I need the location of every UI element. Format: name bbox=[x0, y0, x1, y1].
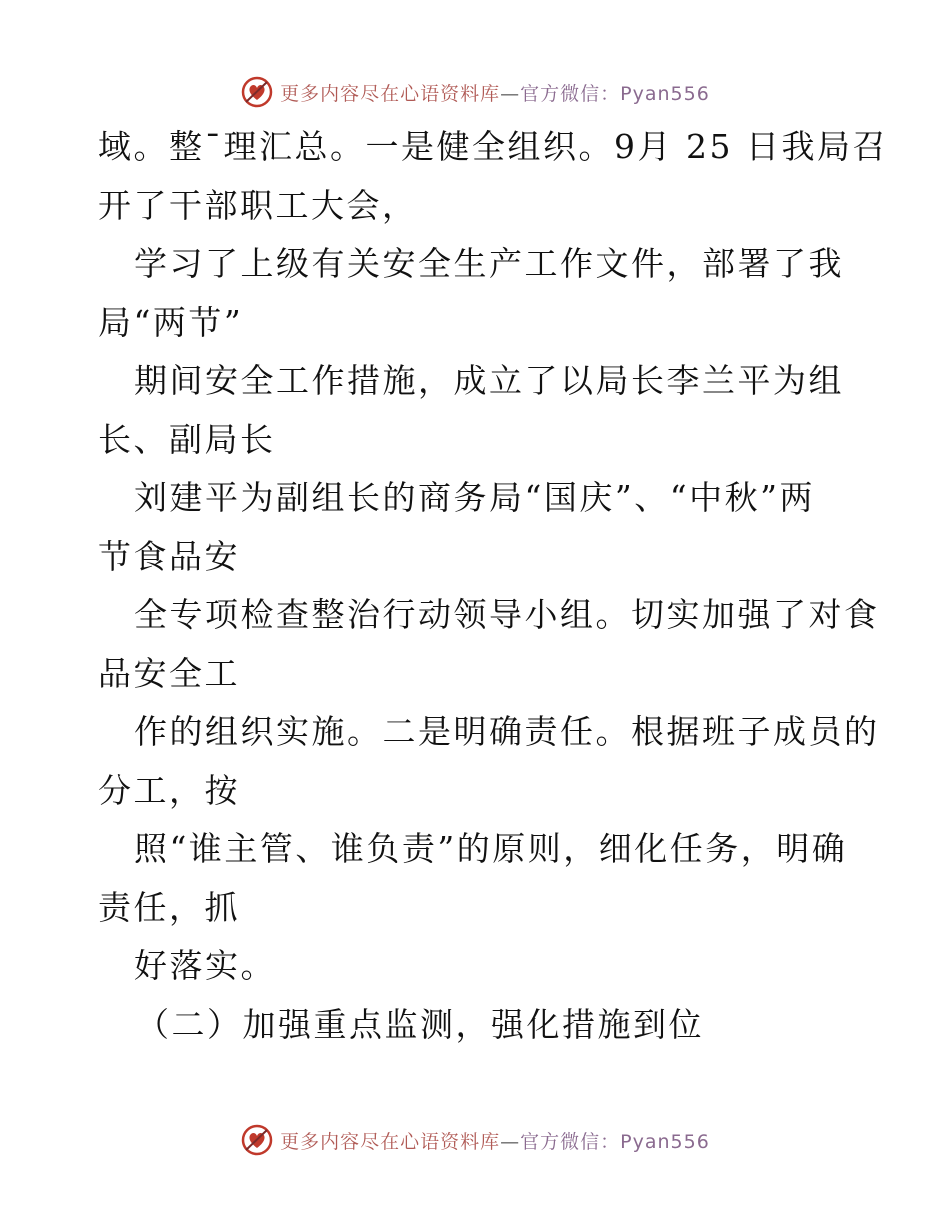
watermark-separator: — bbox=[500, 1130, 521, 1153]
text-line: 照“谁主管、谁负责”的原则，细化任务，明确 bbox=[134, 829, 848, 868]
header-watermark bbox=[0, 72, 950, 112]
text-line: 长、副局长 bbox=[98, 419, 276, 459]
section-heading: （二）加强重点监测，强化措施到位 bbox=[136, 1004, 704, 1044]
text-line: 分工，按 bbox=[98, 770, 240, 810]
text-line: 好落实。 bbox=[134, 946, 276, 985]
document-body bbox=[98, 118, 888, 1054]
text-line: 学习了上级有关安全生产工作文件，部署了我 bbox=[134, 244, 844, 283]
watermark-separator: — bbox=[500, 82, 521, 105]
text-line: 责任，抓 bbox=[98, 887, 240, 927]
watermark-wechat-text: 官方微信：Pyan556 bbox=[520, 82, 710, 105]
heart-logo-icon bbox=[240, 75, 274, 109]
text-line: 节食品安 bbox=[98, 536, 240, 576]
text-line: 刘建平为副组长的商务局“国庆”、“中秋”两 bbox=[134, 478, 815, 517]
watermark-main-text: 更多内容尽在心语资料库 bbox=[280, 1130, 501, 1153]
text-line: 开了干部职工大会， bbox=[98, 185, 418, 225]
watermark-main-text: 更多内容尽在心语资料库 bbox=[280, 82, 501, 105]
text-line: 作的组织实施。二是明确责任。根据班子成员的 bbox=[134, 712, 880, 751]
text-line: 全专项检查整治行动领导小组。切实加强了对食 bbox=[134, 595, 880, 634]
text-line: 期间安全工作措施，成立了以局长李兰平为组 bbox=[134, 361, 844, 400]
watermark-wechat-text: 官方微信：Pyan556 bbox=[520, 1130, 710, 1153]
text-line: 品安全工 bbox=[98, 653, 240, 693]
heart-logo-icon bbox=[240, 1123, 274, 1157]
text-line: 域。整¯理汇总。一是健全组织。9月 25 日我局召 bbox=[98, 127, 888, 166]
footer-watermark bbox=[0, 1120, 950, 1160]
text-line: 局“两节” bbox=[98, 302, 244, 342]
